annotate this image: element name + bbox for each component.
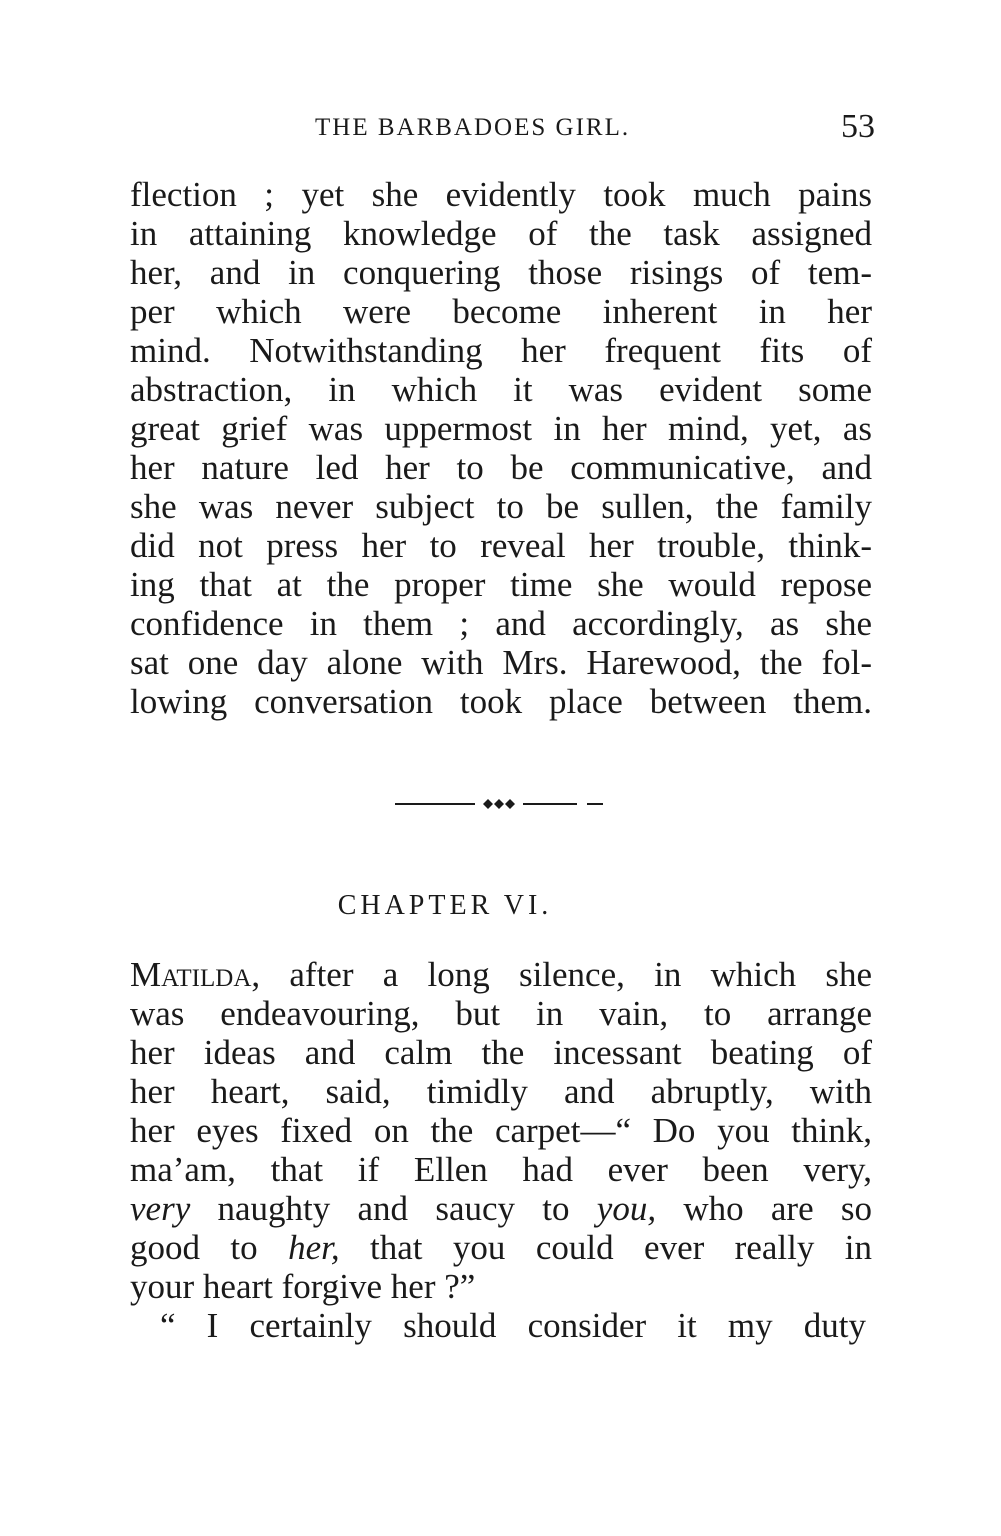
text-line: her nature led her to be communicative, and	[130, 448, 872, 487]
text-line	[130, 1228, 872, 1267]
text-line: did not press her to reveal her trouble, think-	[130, 526, 872, 565]
text-line: abstraction, in which it was evident some	[130, 370, 872, 409]
text-line: ing that at the proper time she would repose	[130, 565, 872, 604]
character-name: Matilda	[130, 955, 252, 994]
text-line: great grief was uppermost in her mind, yet, as	[130, 409, 872, 448]
emphasis: very	[130, 1189, 191, 1228]
text-fragment: , after a long silence, in which she	[251, 955, 872, 994]
text-line: lowing conversation took place between them.	[130, 682, 872, 721]
page-number: 53	[841, 108, 875, 145]
text-line: “ I certainly should consider it my duty	[160, 1306, 866, 1345]
text-fragment: who are so	[656, 1189, 872, 1228]
text-line: was endeavouring, but in vain, to arrange	[130, 994, 872, 1033]
text-fragment: that you could ever really in	[339, 1228, 872, 1267]
text-line: her ideas and calm the incessant beating of	[130, 1033, 872, 1072]
text-fragment: good to	[130, 1228, 289, 1267]
text-line: her eyes fixed on the carpet—“ Do you think,	[130, 1111, 872, 1150]
text-line: her, and in conquering those risings of tem-	[130, 253, 872, 292]
text-line: ma’am, that if Ellen had ever been very,	[130, 1150, 872, 1189]
text-fragment: naughty and saucy to	[190, 1189, 597, 1228]
running-title: THE BARBADOES GIRL.	[315, 114, 631, 141]
section-ornament	[395, 793, 610, 813]
running-header	[130, 108, 875, 148]
text-line: per which were become inherent in her	[130, 292, 872, 331]
emphasis: her,	[288, 1228, 340, 1267]
text-line: her heart, said, timidly and abruptly, with	[130, 1072, 872, 1111]
text-line: in attaining knowledge of the task assigned	[130, 214, 872, 253]
text-line: confidence in them ; and accordingly, as she	[130, 604, 872, 643]
text-line: mind. Notwithstanding her frequent fits of	[130, 331, 872, 370]
emphasis: you,	[596, 1189, 657, 1228]
text-line: she was never subject to be sullen, the family	[130, 487, 872, 526]
text-line	[130, 1189, 872, 1228]
text-line: flection ; yet she evidently took much pains	[130, 175, 872, 214]
text-line: your heart forgive her ?”	[130, 1267, 476, 1306]
text-line: sat one day alone with Mrs. Harewood, the fol-	[130, 643, 872, 682]
chapter-heading: CHAPTER VI.	[337, 890, 553, 921]
text-line	[130, 955, 872, 994]
